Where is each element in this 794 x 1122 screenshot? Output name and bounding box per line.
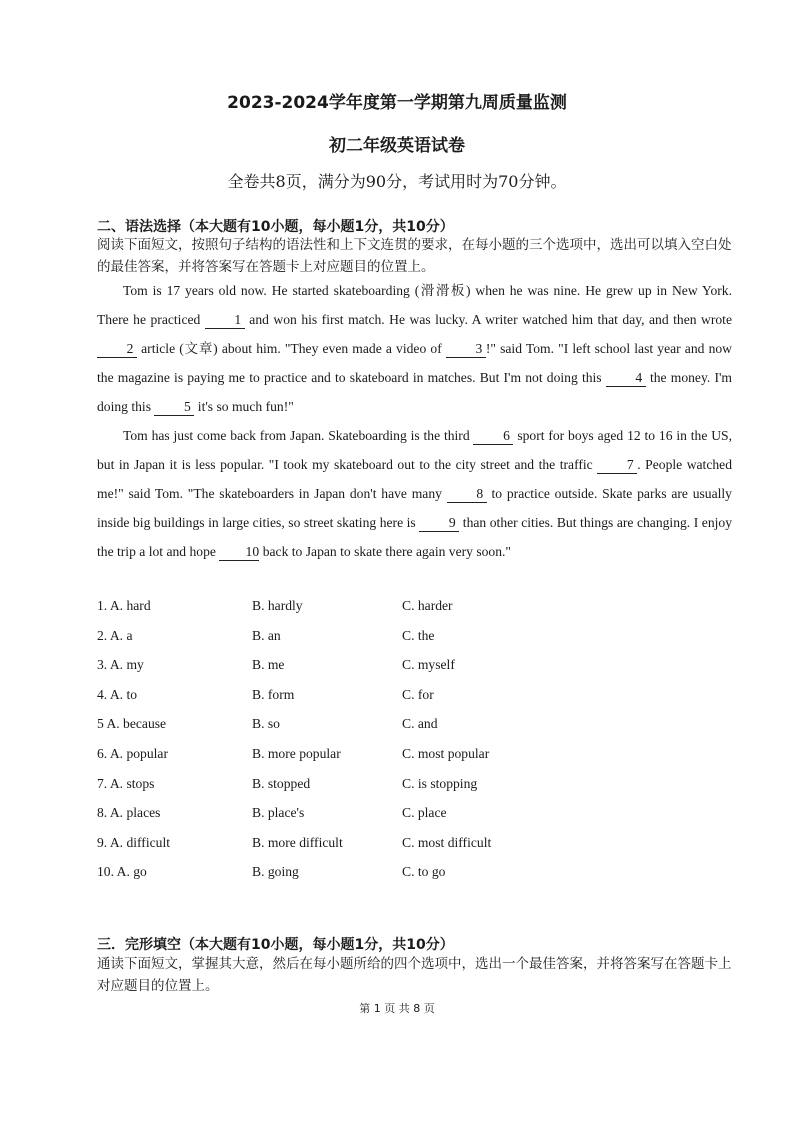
- option-a: 4. A. to: [97, 686, 138, 702]
- blank-9: 9: [419, 515, 459, 532]
- exam-title: 2023-2024学年度第一学期第九周质量监测: [227, 93, 567, 113]
- page-footer: 第 1 页 共 8 页: [359, 1002, 435, 1015]
- option-row: [97, 772, 697, 802]
- option-a: 3. A. my: [97, 657, 144, 673]
- blank-6: 6: [473, 428, 513, 445]
- passage-paragraph-1: Tom is 17 years old now. He started skateboarding (滑滑板) when he was nine. He grew up in New York. There he practiced 1 and won his first match. He was lucky. A writer watched him that day, and then wrote 2 article (文章) about him. "They even made a video of 3 !" said Tom. "I left school last year and now the magazine is paying me to practice and to skateboard in matches. But I'm not doing this 4 the money. I'm doing this 5 it's so much fun!": [97, 283, 732, 414]
- option-row: [97, 594, 697, 624]
- option-a: 2. A. a: [97, 627, 133, 643]
- exam-info: 全卷共8页，满分为90分，考试用时为70分钟。: [227, 172, 567, 191]
- option-b: B. so: [252, 716, 280, 732]
- option-c: C. the: [402, 627, 435, 643]
- option-b: B. stopped: [252, 775, 311, 791]
- option-b: B. hardly: [252, 598, 303, 613]
- option-row: [97, 624, 697, 654]
- option-c: C. to go: [402, 864, 446, 880]
- option-row: [97, 712, 697, 742]
- option-row: [97, 653, 697, 683]
- option-c: C. most popular: [402, 745, 490, 761]
- blank-2: 2: [97, 341, 137, 358]
- section3-heading: 三．完形填空（本大题有10小题，每小题1分，共10分）: [97, 937, 454, 953]
- option-c: C. harder: [402, 598, 453, 613]
- blank-1: 1: [205, 312, 245, 329]
- option-row: [97, 831, 697, 861]
- exam-subtitle: 初二年级英语试卷: [329, 136, 465, 156]
- section2-instruction: 阅读下面短文，按照句子结构的语法性和上下文连贯的要求，在每小题的三个选项中，选出可以填入空白处的最佳答案，并将答案写在答题卡上对应题目的位置上。: [97, 237, 732, 275]
- option-row: [97, 860, 697, 890]
- option-c: C. for: [402, 686, 434, 702]
- option-a: 5 A. because: [97, 716, 167, 732]
- option-b: B. an: [252, 627, 281, 643]
- section2-heading: 二、语法选择（本大题有10小题，每小题1分，共10分）: [97, 219, 454, 235]
- blank-5: 5: [154, 399, 194, 416]
- section3-instruction: 通读下面短文，掌握其大意，然后在每小题所给的四个选项中，选出一个最佳答案，并将答案写在答题卡上对应题目的位置上。: [97, 956, 732, 994]
- option-row: [97, 742, 697, 772]
- passage-paragraph-2: Tom has just come back from Japan. Skateboarding is the third 6 sport for boys aged 12 to 16 in the US, but in Japan it is less popular. "I took my skateboard out to the city street and the traffic 7 . People watched me!" said Tom. "The skateboarders in Japan don't have many 8 to practice outside. Skate parks are usually inside big buildings in large cities, so street skating here is 9 than other cities. But things are changing. I enjoy the trip a lot and hope 10 back to Japan to skate there again very soon.": [97, 428, 732, 559]
- options-list: [97, 594, 697, 890]
- option-a: 8. A. places: [97, 805, 161, 821]
- option-a: 1. A. hard: [97, 598, 151, 613]
- option-row: [97, 683, 697, 713]
- option-c: C. and: [402, 716, 438, 732]
- blank-7: 7: [597, 457, 637, 474]
- option-a: 10. A. go: [97, 864, 147, 880]
- option-a: 6. A. popular: [97, 745, 168, 761]
- option-b: B. me: [252, 657, 285, 673]
- blank-10: 10: [219, 544, 259, 561]
- option-b: B. going: [252, 864, 299, 880]
- option-c: C. is stopping: [402, 775, 478, 791]
- passage: [97, 276, 732, 566]
- option-b: B. more difficult: [252, 834, 343, 850]
- blank-3: 3: [446, 341, 486, 358]
- option-c: C. place: [402, 805, 447, 821]
- option-row: [97, 801, 697, 831]
- option-b: B. place's: [252, 805, 305, 821]
- option-a: 7. A. stops: [97, 775, 155, 791]
- blank-8: 8: [447, 486, 487, 503]
- option-c: C. most difficult: [402, 834, 492, 850]
- blank-4: 4: [606, 370, 646, 387]
- option-a: 9. A. difficult: [97, 834, 170, 850]
- option-b: B. form: [252, 686, 295, 702]
- option-b: B. more popular: [252, 745, 341, 761]
- option-c: C. myself: [402, 657, 455, 673]
